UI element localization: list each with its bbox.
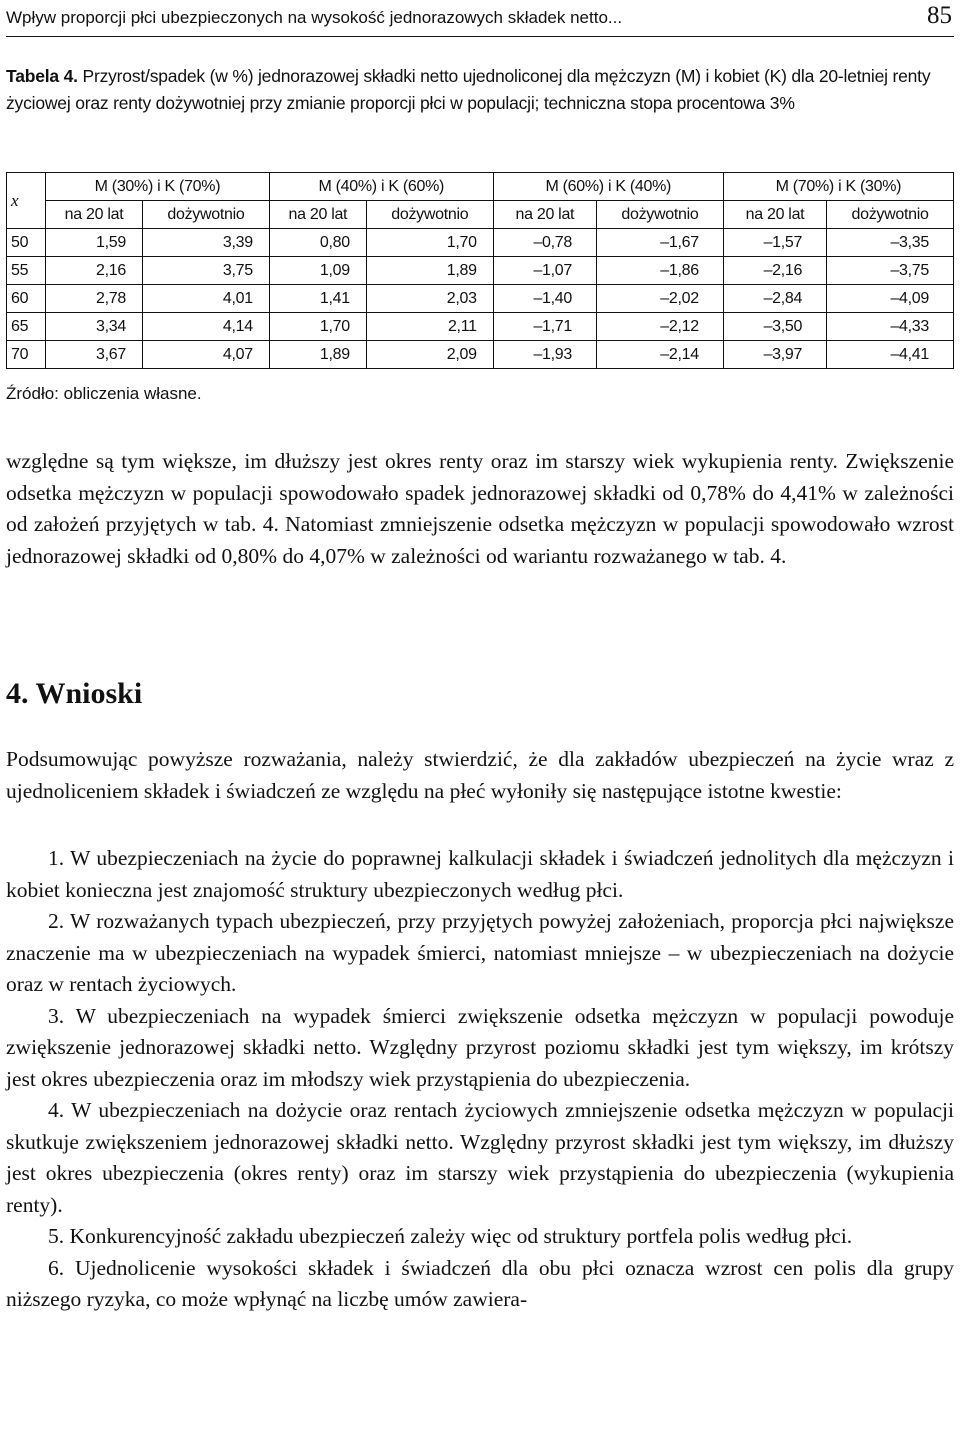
conclusion-item: 3. W ubezpieczeniach na wypadek śmierci zwiększenie odsetka mężczyzn w populacji powoduje zwiększenie jednorazowej składki netto. Względny przyrost poziomu składki jest tym większy, im krótszy jest okres ubezpieczenia oraz im młodszy wiek przystąpienia do ubezpieczenia. bbox=[6, 1003, 954, 1091]
table-cell: –1,86 bbox=[596, 257, 723, 285]
table-cell: –3,75 bbox=[827, 257, 954, 285]
table-cell: –4,09 bbox=[827, 285, 954, 313]
table-cell: 3,75 bbox=[143, 257, 270, 285]
row-age-cell: 50 bbox=[7, 229, 46, 257]
running-header bbox=[6, 2, 954, 37]
table-cell: –2,02 bbox=[596, 285, 723, 313]
table-cell: 2,09 bbox=[366, 341, 493, 369]
table-cell: 2,78 bbox=[46, 285, 143, 313]
subheader: dożywotnio bbox=[827, 201, 954, 229]
row-age-cell: 70 bbox=[7, 341, 46, 369]
table-cell: 2,11 bbox=[366, 313, 493, 341]
table-cell: –4,33 bbox=[827, 313, 954, 341]
paragraph bbox=[6, 446, 954, 572]
row-age-cell: 55 bbox=[7, 257, 46, 285]
conclusion-item: 6. Ujednolicenie wysokości składek i świadczeń dla obu płci oznacza wzrost cen polis dla grupy niższego ryzyka, co może wpłynąć na liczbę umów zawiera- bbox=[6, 1255, 954, 1311]
table-cell: 3,39 bbox=[143, 229, 270, 257]
table-body bbox=[7, 229, 954, 369]
table-cell: 1,41 bbox=[269, 285, 366, 313]
table-group-header-row bbox=[7, 173, 954, 201]
table-row bbox=[7, 313, 954, 341]
table-label: Tabela 4. bbox=[6, 66, 78, 86]
conclusion-item: 1. W ubezpieczeniach na życie do poprawnej kalkulacji składek i świadczeń jednolitych dla mężczyzn i kobiet konieczna jest znajomość struktury ubezpieczonych według płci. bbox=[6, 846, 954, 902]
subheader: na 20 lat bbox=[46, 201, 143, 229]
subheader: na 20 lat bbox=[493, 201, 596, 229]
table-cell: –2,14 bbox=[596, 341, 723, 369]
table-cell: –3,35 bbox=[827, 229, 954, 257]
table-cell: –0,78 bbox=[493, 229, 596, 257]
table-cell: –1,40 bbox=[493, 285, 596, 313]
page-number: 85 bbox=[927, 2, 952, 29]
group-header: M (40%) i K (60%) bbox=[269, 173, 493, 201]
running-title: Wpływ proporcji płci ubezpieczonych na wysokość jednorazowych składek netto... bbox=[6, 8, 623, 27]
subheader: dożywotnio bbox=[596, 201, 723, 229]
table-cell: 3,34 bbox=[46, 313, 143, 341]
table-cell: –3,50 bbox=[723, 313, 826, 341]
table-cell: –1,07 bbox=[493, 257, 596, 285]
table-cell: 1,70 bbox=[269, 313, 366, 341]
row-age-cell: 65 bbox=[7, 313, 46, 341]
data-table bbox=[6, 172, 954, 369]
table-row bbox=[7, 341, 954, 369]
subheader: dożywotnio bbox=[366, 201, 493, 229]
table-cell: –4,41 bbox=[827, 341, 954, 369]
table-row bbox=[7, 229, 954, 257]
table-cell: 3,67 bbox=[46, 341, 143, 369]
conclusion-item: 2. W rozważanych typach ubezpieczeń, przy przyjętych powyżej założeniach, proporcja płci największe znaczenie ma w ubezpieczeniach na wypadek śmierci, natomiast mniejsze – w ubezpieczeniach na dożycie oraz w rentach życiowych. bbox=[6, 909, 954, 996]
table-cell: 4,07 bbox=[143, 341, 270, 369]
table-cell: 2,16 bbox=[46, 257, 143, 285]
table-row bbox=[7, 257, 954, 285]
group-header: M (70%) i K (30%) bbox=[723, 173, 953, 201]
table-caption-text: Przyrost/spadek (w %) jednorazowej składki netto ujednoliconej dla mężczyzn (M) i kobiet (K) dla 20-letniej renty życiowej oraz renty dożywotniej przy zmianie proporcji płci w populacji; techniczna stopa procentowa 3% bbox=[6, 66, 931, 113]
conclusion-item: 4. W ubezpieczeniach na dożycie oraz rentach życiowych zmniejszenie odsetka mężczyzn w populacji skutkuje zwiększeniem jednorazowej składki netto. Względny przyrost składki jest tym większy, im dłuższy jest okres ubezpieczenia (okres renty) oraz im starszy wiek przystąpienia do ubezpieczenia (wykupienia renty). bbox=[6, 1098, 954, 1217]
table-cell: 4,14 bbox=[143, 313, 270, 341]
paragraph-text: Podsumowując powyższe rozważania, należy stwierdzić, że dla zakładów ubezpieczeń na życie wraz z ujednoliceniem składek i świadczeń ze względu na płeć wyłoniły się następujące istotne kwestie: bbox=[6, 747, 954, 803]
conclusions-list bbox=[6, 843, 954, 1316]
table-cell: –1,71 bbox=[493, 313, 596, 341]
table-cell: 1,70 bbox=[366, 229, 493, 257]
table-cell: 4,01 bbox=[143, 285, 270, 313]
paragraph-text: względne są tym większe, im dłuższy jest okres renty oraz im starszy wiek wykupienia renty. Zwiększenie odsetka mężczyzn w populacji spowodowało spadek jednorazowej składki od 0,78% do 4,41% w zależności od założeń przyjętych w tab. 4. Natomiast zmniejszenie odsetka mężczyzn w populacji spowodowało wzrost jednorazowej składki od 0,80% do 4,07% w zależności od wariantu rozważanego w tab. 4. bbox=[6, 449, 954, 568]
subheader: na 20 lat bbox=[269, 201, 366, 229]
conclusion-item: 5. Konkurencyjność zakładu ubezpieczeń zależy więc od struktury portfela polis według płci. bbox=[48, 1224, 853, 1248]
table-cell: –2,84 bbox=[723, 285, 826, 313]
group-header: M (60%) i K (40%) bbox=[493, 173, 723, 201]
table-cell: –1,57 bbox=[723, 229, 826, 257]
table-cell: 1,89 bbox=[366, 257, 493, 285]
table-cell: 1,09 bbox=[269, 257, 366, 285]
table-row bbox=[7, 285, 954, 313]
table-cell: 2,03 bbox=[366, 285, 493, 313]
subheader: dożywotnio bbox=[143, 201, 270, 229]
table-cell: –1,93 bbox=[493, 341, 596, 369]
row-age-cell: 60 bbox=[7, 285, 46, 313]
group-header: M (30%) i K (70%) bbox=[46, 173, 270, 201]
subheader: na 20 lat bbox=[723, 201, 826, 229]
x-column-header: x bbox=[7, 173, 46, 229]
table-cell: –1,67 bbox=[596, 229, 723, 257]
table-cell: 1,59 bbox=[46, 229, 143, 257]
table-cell: 0,80 bbox=[269, 229, 366, 257]
table-source: Źródło: obliczenia własne. bbox=[6, 384, 202, 403]
table-caption bbox=[6, 63, 954, 116]
table-cell: –2,16 bbox=[723, 257, 826, 285]
table-cell: –2,12 bbox=[596, 313, 723, 341]
table-cell: –3,97 bbox=[723, 341, 826, 369]
paragraph bbox=[6, 744, 954, 807]
section-heading: 4. Wnioski bbox=[6, 677, 143, 710]
table-cell: 1,89 bbox=[269, 341, 366, 369]
table-subheader-row bbox=[7, 201, 954, 229]
